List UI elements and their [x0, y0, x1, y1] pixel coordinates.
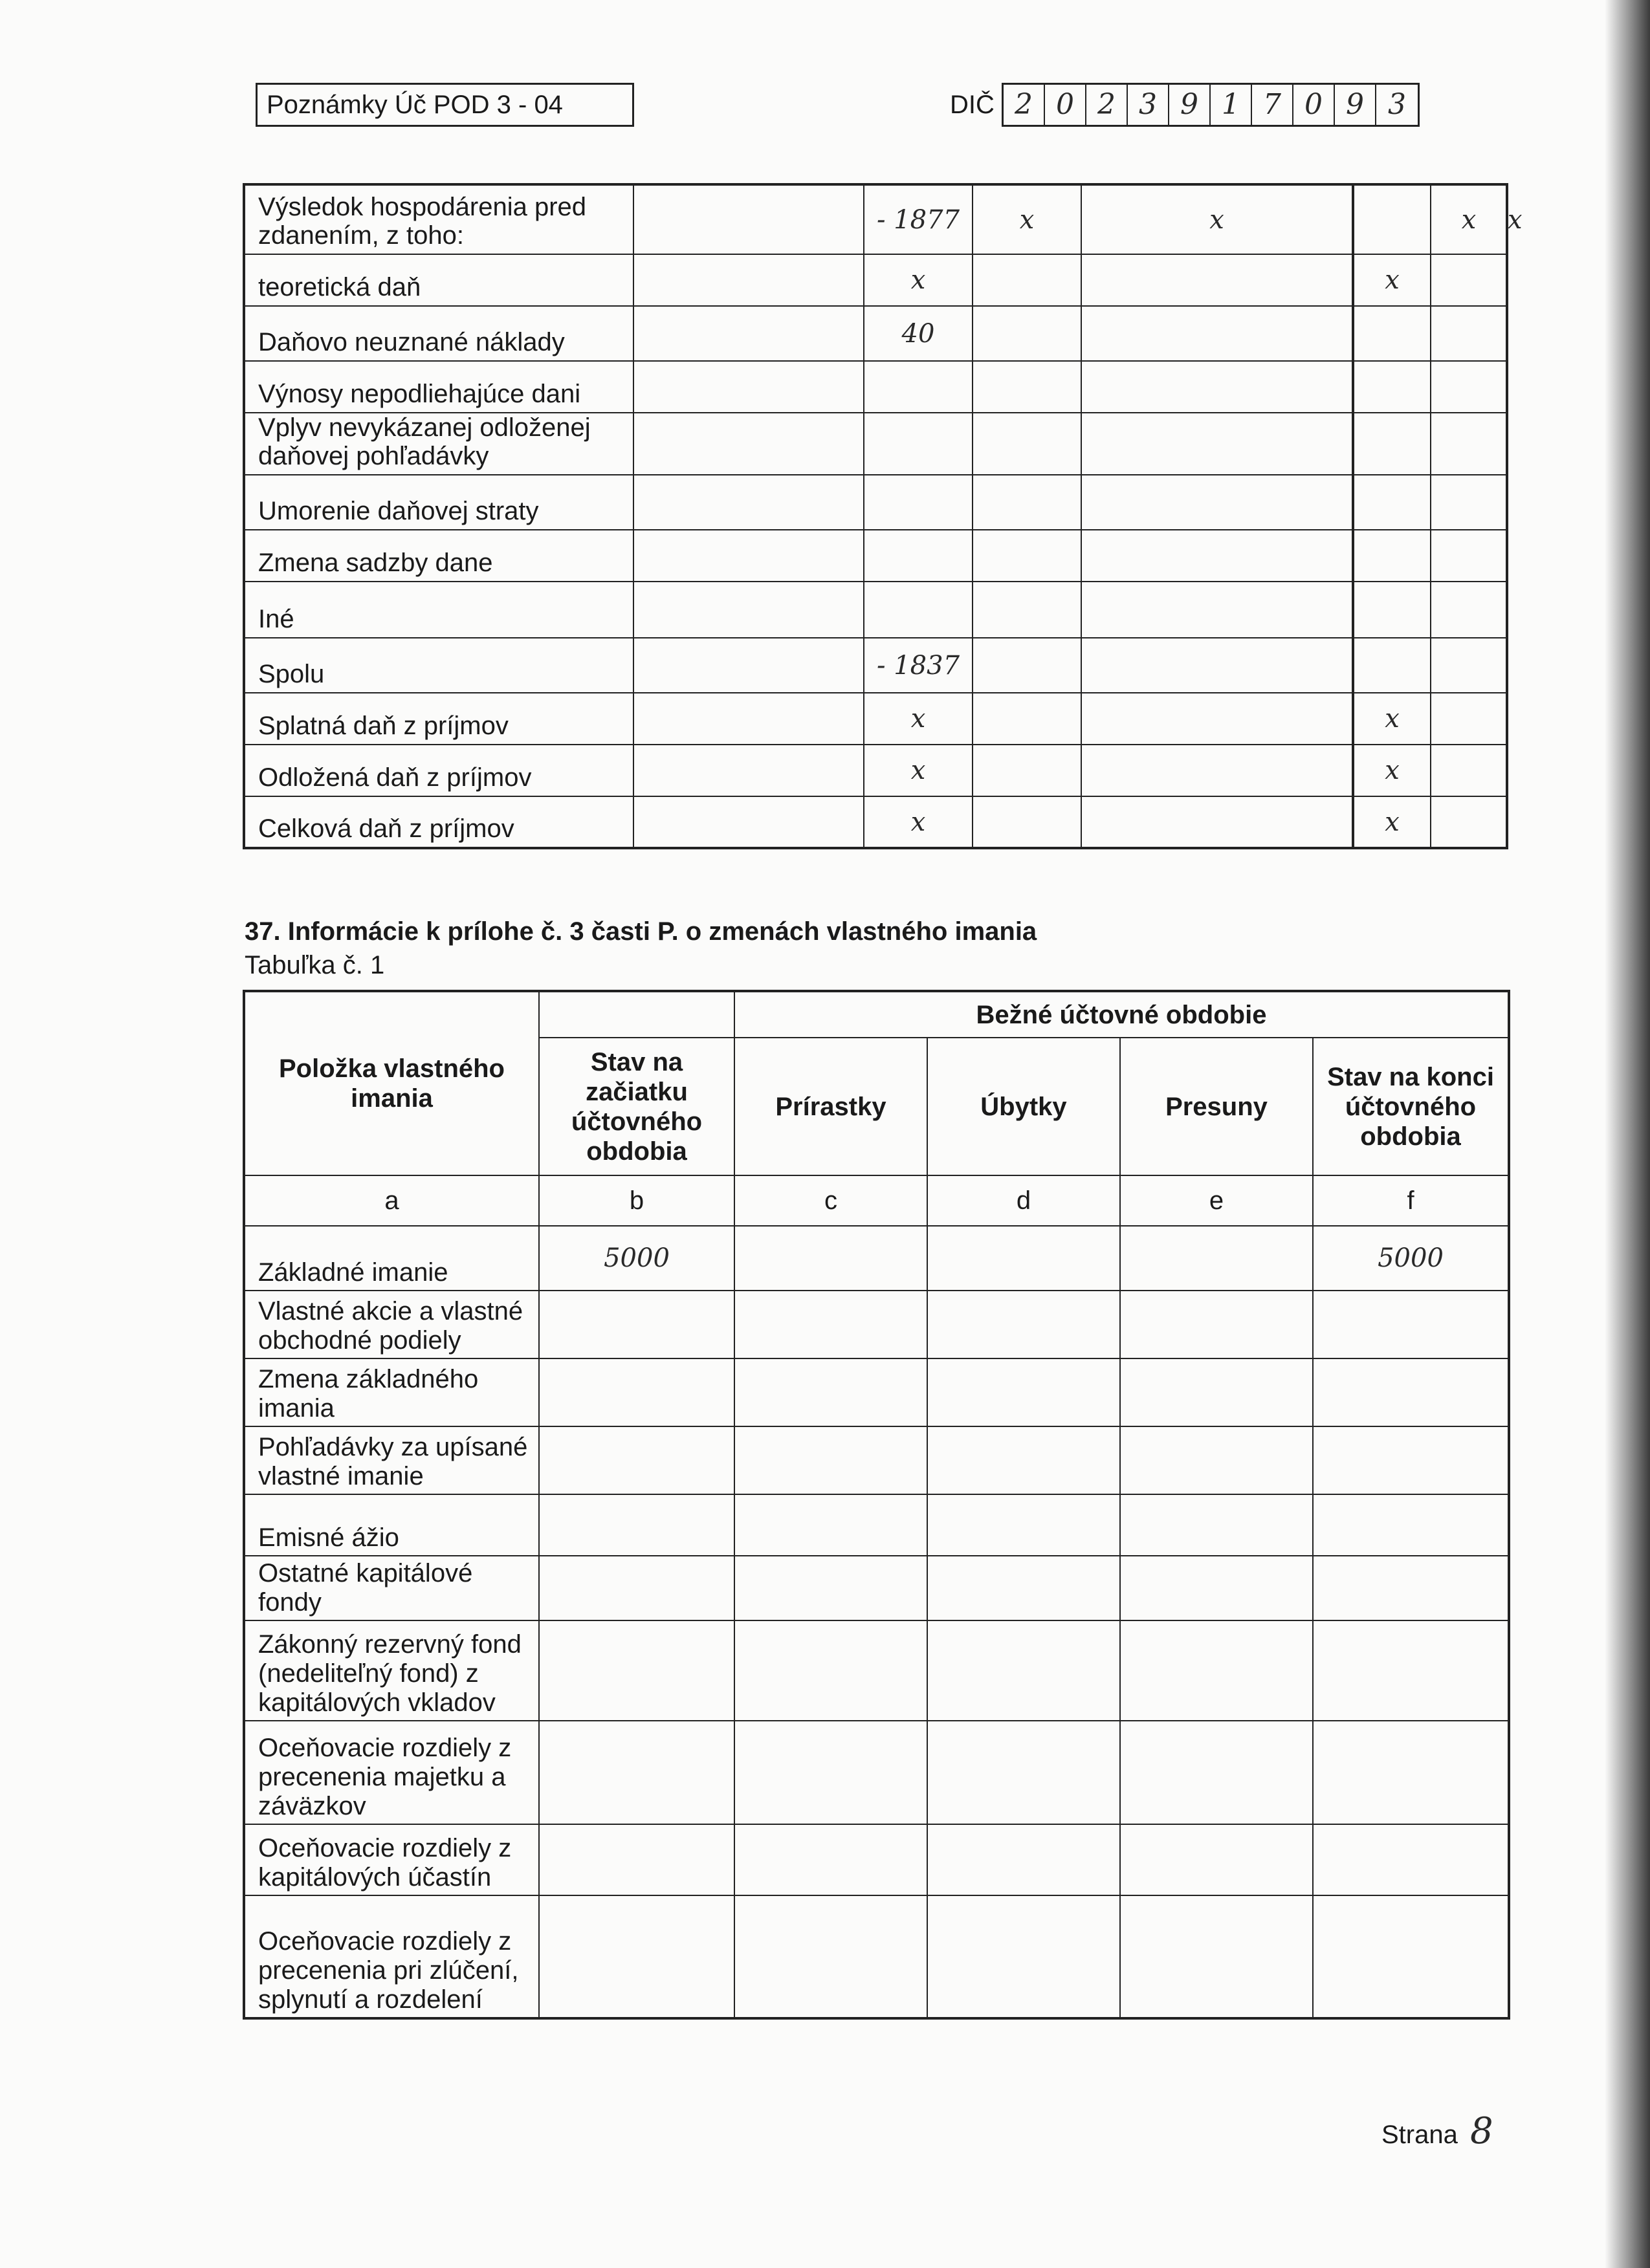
equity-value-b [539, 1620, 734, 1721]
value-cell [973, 745, 1081, 796]
value-cell [1081, 475, 1353, 530]
col-header-closing-balance: Stav na konci účtovného obdobia [1313, 1038, 1509, 1175]
value-cell [1431, 693, 1507, 745]
value-cell [1081, 413, 1353, 475]
row-label: Daňovo neuznané náklady [244, 306, 633, 361]
dic-digit: 9 [1335, 85, 1376, 125]
value-cell [1431, 361, 1507, 413]
row-label: Odložená daň z príjmov [244, 745, 633, 796]
equity-row [244, 1426, 1509, 1494]
equity-value-b [539, 1494, 734, 1556]
equity-value-b [539, 1426, 734, 1494]
col-letter: e [1120, 1175, 1313, 1226]
value-cell: x [1353, 693, 1431, 745]
value-cell [1431, 306, 1507, 361]
dic-digit: 0 [1045, 85, 1086, 125]
equity-row [244, 1824, 1509, 1895]
value-cell [973, 361, 1081, 413]
equity-value-e [1120, 1721, 1313, 1824]
equity-value-f [1313, 1291, 1509, 1358]
value-cell [973, 638, 1081, 693]
equity-value-e [1120, 1358, 1313, 1426]
value-cell [1081, 306, 1353, 361]
equity-value-d [927, 1494, 1120, 1556]
scan-edge-shadow [1605, 0, 1650, 2268]
table36-row: Výsledok hospodárenia pred zdanením, z toho: - 1877 x x x x [244, 184, 1507, 254]
row-label: teoretická daň [244, 254, 633, 306]
section-37-title: 37. Informácie k prílohe č. 3 časti P. o zmenách vlastného imania [245, 917, 1037, 946]
equity-row [244, 1291, 1509, 1358]
equity-value-e [1120, 1556, 1313, 1620]
row-label: Umorenie daňovej straty [244, 475, 633, 530]
empty-cell [633, 361, 864, 413]
value-cell [1081, 361, 1353, 413]
table36-row [244, 475, 1507, 530]
table36-row [244, 254, 1507, 306]
equity-value-e [1120, 1426, 1313, 1494]
table36-row [244, 693, 1507, 745]
value-cell [864, 361, 973, 413]
empty-cell [633, 475, 864, 530]
value-cell [1353, 530, 1431, 582]
equity-item-label: Oceňovacie rozdiely z precenenia pri zlúčení, splynutí a rozdelení [244, 1895, 539, 2018]
row-label: Iné [244, 582, 633, 638]
equity-value-d [927, 1556, 1120, 1620]
value-cell [973, 306, 1081, 361]
equity-item-label: Pohľadávky za upísané vlastné imanie [244, 1426, 539, 1494]
equity-value-b [539, 1291, 734, 1358]
equity-item-label: Zákonný rezervný fond (nedeliteľný fond) z kapitálových vkladov [244, 1620, 539, 1721]
dic-digit: 1 [1211, 85, 1252, 125]
equity-value-e [1120, 1620, 1313, 1721]
value-cell [1353, 582, 1431, 638]
value-cell: x [1353, 745, 1431, 796]
dic-digit: 2 [1004, 85, 1045, 125]
equity-value-b [539, 1895, 734, 2018]
equity-value-e [1120, 1291, 1313, 1358]
value-cell [1431, 638, 1507, 693]
page-footer [1381, 2110, 1493, 2152]
page-label: Strana [1381, 2121, 1458, 2149]
page-number: 8 [1469, 2110, 1493, 2152]
equity-value-f [1313, 1556, 1509, 1620]
value-cell: x [1353, 254, 1431, 306]
equity-value-d [927, 1291, 1120, 1358]
value-cell: x [1353, 796, 1431, 848]
value-cell [973, 530, 1081, 582]
equity-value-b [539, 1556, 734, 1620]
table36-row [244, 361, 1507, 413]
equity-value-d [927, 1226, 1120, 1291]
equity-value-c [734, 1494, 927, 1556]
value-cell: x [864, 745, 973, 796]
form-code-label: Poznámky Úč POD 3 - 04 [267, 91, 563, 119]
row-label: Splatná daň z príjmov [244, 693, 633, 745]
equity-value-e [1120, 1895, 1313, 2018]
value-cell [1431, 475, 1507, 530]
value-cell [1431, 530, 1507, 582]
equity-value-f [1313, 1494, 1509, 1556]
value-cell [864, 413, 973, 475]
value-cell [1431, 413, 1507, 475]
form-code-box [256, 83, 634, 127]
empty-cell [633, 530, 864, 582]
equity-value-b: 5000 [539, 1226, 734, 1291]
value-cell [1081, 638, 1353, 693]
row-label: Výsledok hospodárenia pred zdanením, z toho: [244, 184, 633, 254]
tax-reconciliation-table [243, 183, 1523, 849]
equity-row [244, 1721, 1509, 1824]
table36-row [244, 745, 1507, 796]
equity-row [244, 1620, 1509, 1721]
col-header-decreases: Úbytky [927, 1038, 1120, 1175]
row-label: Vplyv nevykázanej odloženej daňovej pohľadávky [244, 413, 633, 475]
value-cell [864, 475, 973, 530]
equity-item-label: Vlastné akcie a vlastné obchodné podiely [244, 1291, 539, 1358]
equity-row [244, 1226, 1509, 1291]
value-cell: x [1081, 184, 1353, 254]
value-cell [973, 254, 1081, 306]
table36-row [244, 638, 1507, 693]
empty-cell [633, 796, 864, 848]
row-label: Celková daň z príjmov [244, 796, 633, 848]
dic-digit: 9 [1169, 85, 1211, 125]
value-cell [1081, 530, 1353, 582]
value-cell [973, 475, 1081, 530]
empty-cell [633, 638, 864, 693]
equity-value-c [734, 1895, 927, 2018]
equity-value-d [927, 1721, 1120, 1824]
value-cell [1353, 413, 1431, 475]
empty-cell [633, 306, 864, 361]
equity-value-f [1313, 1426, 1509, 1494]
equity-value-c [734, 1620, 927, 1721]
col-header-increases: Prírastky [734, 1038, 927, 1175]
equity-value-c [734, 1556, 927, 1620]
equity-item-label: Základné imanie [244, 1226, 539, 1291]
equity-value-c [734, 1358, 927, 1426]
value-cell [1353, 361, 1431, 413]
value-cell: x [1431, 184, 1507, 254]
equity-value-c [734, 1426, 927, 1494]
empty-cell [633, 745, 864, 796]
section-37-subtitle: Tabuľka č. 1 [245, 951, 385, 979]
empty-cell [633, 413, 864, 475]
dic-digit: 0 [1293, 85, 1335, 125]
value-cell [1353, 475, 1431, 530]
equity-value-f [1313, 1824, 1509, 1895]
col-letter: f [1313, 1175, 1509, 1226]
dic-digit-boxes [1002, 83, 1420, 127]
value-cell [973, 413, 1081, 475]
dic-digit: 2 [1086, 85, 1128, 125]
equity-value-e [1120, 1226, 1313, 1291]
col-letter: d [927, 1175, 1120, 1226]
group-header-current-period: Bežné účtovné obdobie [734, 991, 1509, 1038]
row-label: Zmena sadzby dane [244, 530, 633, 582]
equity-value-d [927, 1426, 1120, 1494]
value-cell [1081, 693, 1353, 745]
value-cell [1081, 745, 1353, 796]
col-header-item: Položka vlastného imania [244, 991, 539, 1175]
value-cell [1081, 254, 1353, 306]
dic-digit: 7 [1252, 85, 1293, 125]
value-cell [1081, 582, 1353, 638]
table36-row [244, 796, 1507, 848]
equity-item-label: Emisné ážio [244, 1494, 539, 1556]
value-cell [973, 582, 1081, 638]
equity-value-c [734, 1226, 927, 1291]
dic-digit: 3 [1388, 88, 1406, 121]
equity-row [244, 1494, 1509, 1556]
equity-value-c [734, 1721, 927, 1824]
table36-row [244, 306, 1507, 361]
dic-digit: 3 [1128, 85, 1169, 125]
equity-value-e [1120, 1824, 1313, 1895]
value-cell: x [973, 184, 1081, 254]
value-cell: - 1877 [864, 184, 973, 254]
equity-value-f [1313, 1895, 1509, 2018]
col-header-opening-balance: Stav na začiatku účtovného obdobia [539, 1038, 734, 1175]
table36-row [244, 530, 1507, 582]
value-cell [864, 530, 973, 582]
value-cell: x [864, 796, 973, 848]
equity-value-d [927, 1895, 1120, 2018]
value-cell [1431, 254, 1507, 306]
equity-item-label: Ostatné kapitálové fondy [244, 1556, 539, 1620]
equity-value-c [734, 1291, 927, 1358]
value-cell: x [864, 693, 973, 745]
value-cell [973, 796, 1081, 848]
equity-item-label: Oceňovacie rozdiely z precenenia majetku a záväzkov [244, 1721, 539, 1824]
row-label: Výnosy nepodliehajúce dani [244, 361, 633, 413]
col-letter: a [244, 1175, 539, 1226]
value-cell [864, 582, 973, 638]
table36-row [244, 582, 1507, 638]
dic-label: DIČ [950, 91, 995, 119]
equity-item-label: Oceňovacie rozdiely z kapitálových účastín [244, 1824, 539, 1895]
table36-row [244, 413, 1507, 475]
value-cell [1431, 745, 1507, 796]
empty-cell [633, 184, 864, 254]
value-cell: x [864, 254, 973, 306]
equity-value-d [927, 1824, 1120, 1895]
equity-value-f [1313, 1721, 1509, 1824]
empty-cell [633, 254, 864, 306]
value-cell [1431, 796, 1507, 848]
equity-value-f [1313, 1358, 1509, 1426]
equity-value-b [539, 1358, 734, 1426]
equity-value-d [927, 1620, 1120, 1721]
value-cell [1431, 582, 1507, 638]
empty-cell [633, 693, 864, 745]
equity-value-e [1120, 1494, 1313, 1556]
value-cell: - 1837 [864, 638, 973, 693]
row-label: Spolu [244, 638, 633, 693]
col-letter: c [734, 1175, 927, 1226]
equity-value-b [539, 1721, 734, 1824]
equity-row [244, 1358, 1509, 1426]
equity-value-c [734, 1824, 927, 1895]
equity-item-label: Zmena základného imania [244, 1358, 539, 1426]
value-cell [1081, 796, 1353, 848]
value-cell [973, 693, 1081, 745]
equity-changes-table [243, 990, 1510, 2020]
col-header-transfers: Presuny [1120, 1038, 1313, 1175]
value-cell: 40 [864, 306, 973, 361]
equity-value-d [927, 1358, 1120, 1426]
value-cell [1353, 184, 1431, 254]
equity-value-b [539, 1824, 734, 1895]
col-letter: b [539, 1175, 734, 1226]
equity-row [244, 1895, 1509, 2018]
value-cell [1353, 638, 1431, 693]
equity-value-f [1313, 1620, 1509, 1721]
value-cell [1353, 306, 1431, 361]
equity-value-f: 5000 [1313, 1226, 1509, 1291]
empty-cell [633, 582, 864, 638]
equity-row [244, 1556, 1509, 1620]
